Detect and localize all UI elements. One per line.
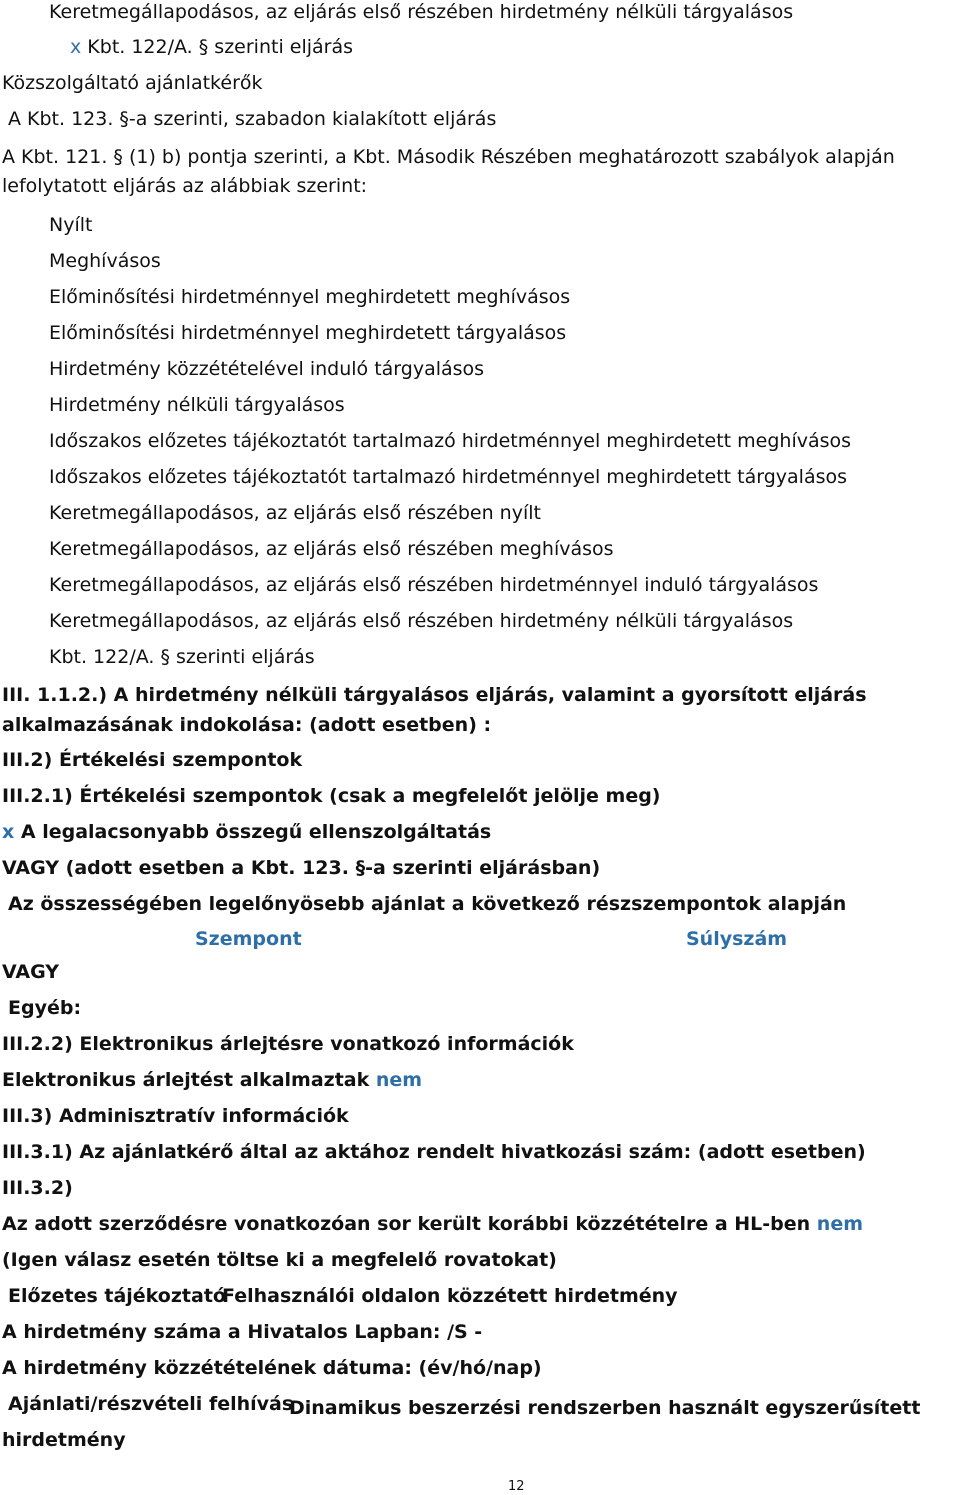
page-number: 12 bbox=[508, 1479, 525, 1494]
section-heading: III.3.2) bbox=[2, 1177, 73, 1199]
check-mark: x bbox=[2, 821, 15, 843]
procedure-option-label: Kbt. 122/A. § szerinti eljárás bbox=[87, 36, 353, 58]
section-heading: III. 1.1.2.) A hirdetmény nélküli tárgyalásos eljárás, valamint a gyorsított eljárás alkalmazásának indokolása: (adott esetben) : bbox=[2, 684, 867, 736]
notice-number-line: A hirdetmény száma a Hivatalos Lapban: /S - bbox=[2, 1321, 483, 1343]
instruction-text: (Igen válasz esetén töltse ki a megfelelő rovatokat) bbox=[2, 1249, 557, 1271]
notice-type-option: Dinamikus beszerzési rendszerben használt egyszerűsített hirdetmény bbox=[2, 1397, 921, 1451]
criteria-other: Egyéb: bbox=[8, 997, 82, 1019]
auction-row bbox=[2, 1068, 422, 1092]
procedure-option: Időszakos előzetes tájékoztatót tartalmazó hirdetménnyel meghirdetett tárgyalásos bbox=[49, 466, 848, 488]
prior-publication-value: nem bbox=[816, 1213, 864, 1235]
criteria-option: Az összességében legelőnyösebb ajánlat a következő részszempontok alapján bbox=[8, 893, 847, 915]
section-heading: III.2.2) Elektronikus árlejtésre vonatkozó információk bbox=[2, 1033, 574, 1055]
section-option-long: A Kbt. 121. § (1) b) pontja szerinti, a Kbt. Második Részében meghatározott szabályok alapján lefolytatott eljárás az alábbiak szerint: bbox=[2, 146, 895, 197]
column-header-criterion: Szempont bbox=[195, 928, 302, 950]
check-mark: x bbox=[70, 36, 82, 58]
notice-date-line: A hirdetmény közzétételének dátuma: (év/hó/nap) bbox=[2, 1357, 542, 1379]
procedure-option: Keretmegállapodásos, az eljárás első részében hirdetmény nélküli tárgyalásos bbox=[49, 1, 794, 23]
procedure-option: Keretmegállapodásos, az eljárás első részében nyílt bbox=[49, 502, 541, 524]
prior-publication-row bbox=[2, 1212, 863, 1236]
section-heading: III.2) Értékelési szempontok bbox=[2, 749, 303, 771]
procedure-option: Hirdetmény nélküli tárgyalásos bbox=[49, 394, 345, 416]
criteria-alternative: VAGY bbox=[2, 961, 60, 983]
procedure-option: Keretmegállapodásos, az eljárás első részében hirdetmény nélküli tárgyalásos bbox=[49, 610, 794, 632]
procedure-option: Előminősítési hirdetménnyel meghirdetett tárgyalásos bbox=[49, 322, 567, 344]
notice-type-option: Ajánlati/részvételi felhívás bbox=[8, 1393, 294, 1415]
section-label: Közszolgáltató ajánlatkérők bbox=[2, 72, 263, 94]
criteria-alternative: VAGY (adott esetben a Kbt. 123. §-a szerinti eljárásban) bbox=[2, 857, 601, 879]
notice-type-option: Felhasználói oldalon közzétett hirdetmény bbox=[222, 1285, 678, 1307]
criteria-option-label: A legalacsonyabb összegű ellenszolgáltatás bbox=[20, 821, 492, 843]
section-heading: III.2.1) Értékelési szempontok (csak a megfelelőt jelölje meg) bbox=[2, 785, 661, 807]
procedure-option: Előminősítési hirdetménnyel meghirdetett meghívásos bbox=[49, 286, 571, 308]
procedure-option: Időszakos előzetes tájékoztatót tartalmazó hirdetménnyel meghirdetett meghívásos bbox=[49, 430, 852, 452]
section-heading: III.3) Adminisztratív információk bbox=[2, 1105, 349, 1127]
criteria-option-checked bbox=[2, 820, 491, 844]
section-heading: III.3.1) Az ajánlatkérő által az aktához rendelt hivatkozási szám: (adott esetben) bbox=[2, 1141, 866, 1163]
procedure-option: Hirdetmény közzétételével induló tárgyalásos bbox=[49, 358, 485, 380]
procedure-option: Keretmegállapodásos, az eljárás első részében meghívásos bbox=[49, 538, 614, 560]
auction-label: Elektronikus árlejtést alkalmaztak bbox=[2, 1069, 370, 1091]
section-option: A Kbt. 123. §-a szerinti, szabadon kialakított eljárás bbox=[8, 108, 497, 130]
notice-type-option: Előzetes tájékoztató bbox=[8, 1285, 226, 1307]
procedure-option: Nyílt bbox=[49, 214, 93, 236]
procedure-option-checked bbox=[70, 35, 353, 59]
auction-value: nem bbox=[375, 1069, 423, 1091]
column-header-weight: Súlyszám bbox=[686, 928, 788, 950]
procedure-option: Keretmegállapodásos, az eljárás első részében hirdetménnyel induló tárgyalásos bbox=[49, 574, 819, 596]
procedure-option: Meghívásos bbox=[49, 250, 161, 272]
prior-publication-label: Az adott szerződésre vonatkozóan sor került korábbi közzétételre a HL-ben bbox=[2, 1213, 811, 1235]
procedure-option: Kbt. 122/A. § szerinti eljárás bbox=[49, 646, 315, 668]
